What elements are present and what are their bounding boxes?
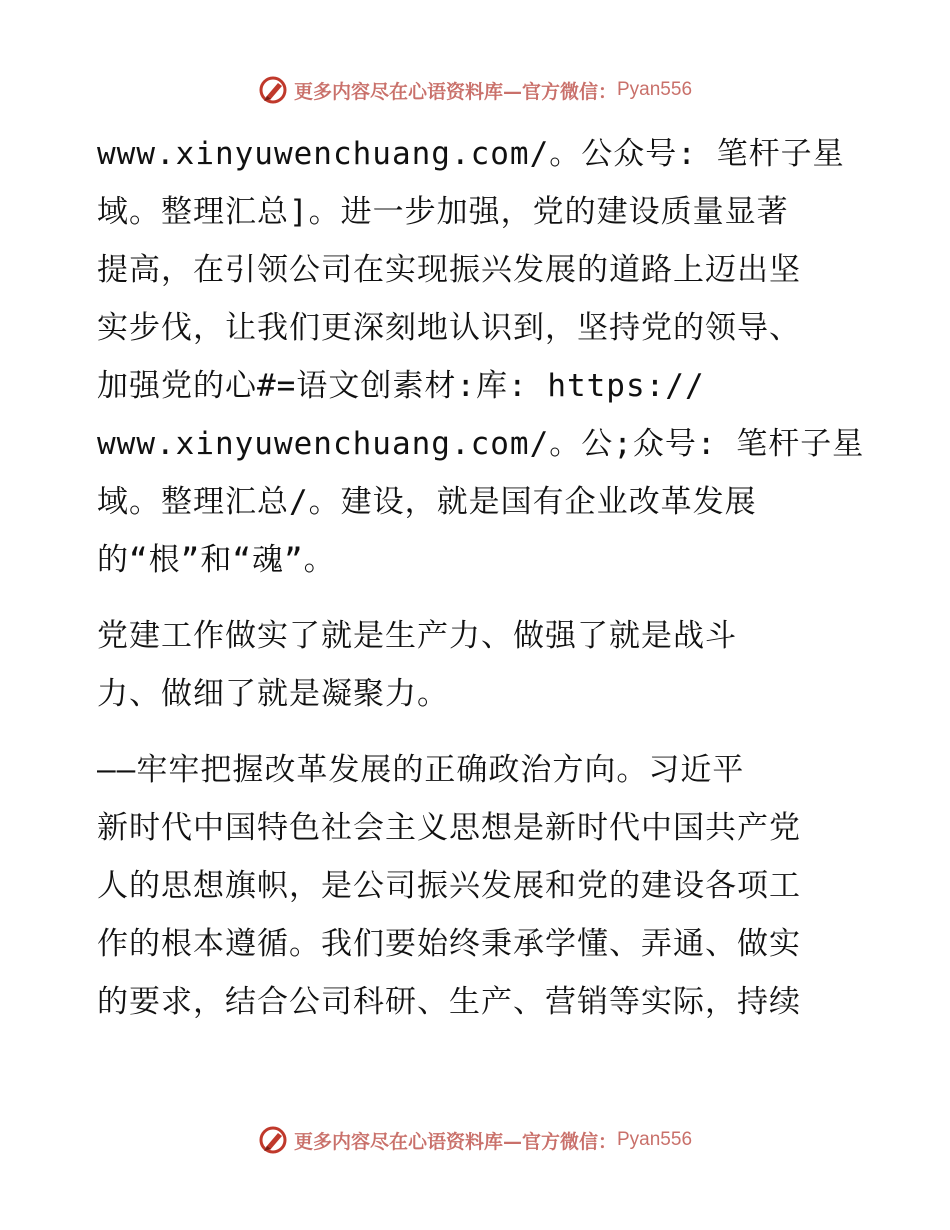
header-banner-text: 更多内容尽在心语资料库—官方微信： (293, 80, 617, 103)
paragraph-gap (97, 589, 857, 607)
text-line: 新时代中国特色社会主义思想是新时代中国共产党 (97, 810, 801, 846)
text-line: 域。整理汇总/。建设，就是国有企业改革发展 (97, 484, 757, 520)
footer-wechat-id: Pyan556 (617, 1129, 693, 1150)
text-line: 提高，在引领公司在实现振兴发展的道路上迈出坚 (97, 252, 801, 288)
paragraph-gap (97, 723, 857, 741)
text-line: 力、做细了就是凝聚力。 (97, 676, 449, 712)
text-line: 作的根本遵循。我们要始终秉承学懂、弄通、做实 (97, 926, 801, 962)
paragraph-1 (97, 125, 865, 589)
text-line: 域。整理汇总]。进一步加强，党的建设质量显著 (97, 194, 789, 230)
text-line: ——牢牢把握改革发展的正确政治方向。习近平 (97, 752, 745, 788)
text-line: www.xinyuwenchuang.com/。公;众号: 笔杆子星 (97, 426, 865, 462)
document-body (97, 125, 865, 1031)
red-pen-circle-logo-icon (258, 75, 288, 105)
footer-banner (0, 1120, 950, 1160)
footer-banner-text: 更多内容尽在心语资料库—官方微信： (293, 1130, 617, 1153)
text-line: 党建工作做实了就是生产力、做强了就是战斗 (97, 618, 737, 654)
red-pen-circle-logo-icon (258, 1125, 288, 1155)
text-line: www.xinyuwenchuang.com/。公众号: 笔杆子星 (97, 136, 845, 172)
header-banner (0, 70, 950, 110)
text-line: 人的思想旗帜，是公司振兴发展和党的建设各项工 (97, 868, 801, 904)
paragraph-3 (97, 741, 857, 1031)
text-line: 的要求，结合公司科研、生产、营销等实际，持续 (97, 984, 801, 1020)
text-line: 的“根”和“魂”。 (97, 542, 336, 578)
text-line: 实步伐，让我们更深刻地认识到，坚持党的领导、 (97, 310, 801, 346)
header-wechat-id: Pyan556 (617, 79, 693, 100)
paragraph-2 (97, 607, 857, 723)
text-line: 加强党的心#=语文创素材:库: https:// (97, 368, 705, 404)
